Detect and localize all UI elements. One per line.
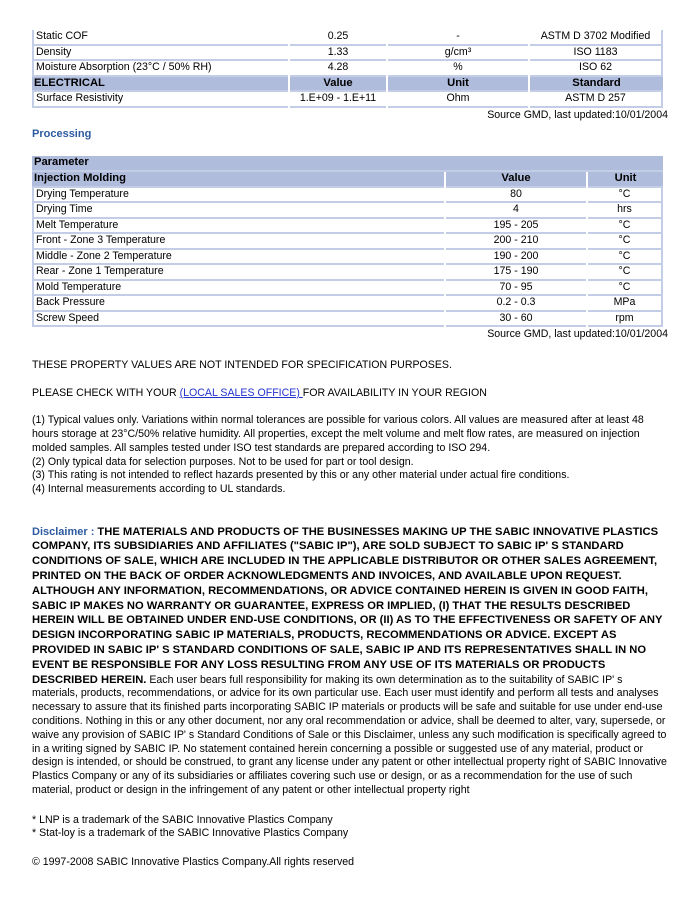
standard-cell: ISO 1183 xyxy=(530,46,663,62)
value-cell: 195 - 205 xyxy=(446,219,586,235)
electrical-heading: ELECTRICAL xyxy=(32,77,288,93)
parameter-cell: Drying Time xyxy=(32,203,444,219)
table-row xyxy=(32,188,663,204)
source-note: Source GMD, last updated:10/01/2004 xyxy=(487,108,668,121)
processing-header-row xyxy=(32,156,663,172)
table-row xyxy=(32,30,663,46)
footnote: (2) Only typical data for selection purposes. Not to be used for part or tool design. xyxy=(32,455,414,468)
unit-column-header: Unit xyxy=(388,77,528,93)
table-row xyxy=(32,46,663,62)
footnotes xyxy=(32,414,668,496)
unit-cell: °C xyxy=(588,234,663,250)
property-cell: Static COF xyxy=(32,30,288,46)
standard-cell: ISO 62 xyxy=(530,61,663,77)
unit-cell: °C xyxy=(588,219,663,235)
disclaimer-bold-text: THE MATERIALS AND PRODUCTS OF THE BUSINESSES MAKING UP THE SABIC INNOVATIVE PLASTICS COMPANY, ITS SUBSIDIARIES AND AFFILIATES ("SABIC IP"), ARE SOLD SUBJECT TO SABIC IP' S STANDARD CONDITIONS OF SALE, WHICH ARE INCLUDED IN THE APPLICABLE DISTRIBUTOR OR OTHER SALES AGREEMENT, PRINTED ON THE BACK OF ORDER ACKNOWLEDGMENTS AND INVOICES, AND AVAILABLE UPON REQUEST. ALTHOUGH ANY INFORMATION, RECOMMENDATIONS, OR ADVICE CONTAINED HEREIN IS GIVEN IN GOOD FAITH, SABIC IP MAKES NO WARRANTY OR GUARANTEE, EXPRESS OR IMPLIED, (I) THAT THE RESULTS DESCRIBED HEREIN WILL BE OBTAINED UNDER END-USE CONDITIONS, OR (II) AS TO THE EFFECTIVENESS OR SAFETY OF ANY DESIGN INCORPORATING SABIC IP MATERIALS, PRODUCTS, RECOMMENDATIONS OR ADVICE. EXCEPT AS PROVIDED IN SABIC IP' S STANDARD CONDITIONS OF SALE, SABIC IP AND ITS REPRESENTATIVES SHALL IN NO EVENT BE RESPONSIBLE FOR ANY LOSS RESULTING FROM ANY USE OF ITS MATERIALS OR PRODUCTS DESCRIBED HEREIN. xyxy=(32,525,663,686)
unit-cell: °C xyxy=(588,250,663,266)
parameter-heading: Parameter xyxy=(32,156,663,172)
value-column-header: Value xyxy=(290,77,386,93)
injection-molding-heading: Injection Molding xyxy=(32,172,444,188)
copyright: © 1997-2008 SABIC Innovative Plastics Company.All rights reserved xyxy=(32,856,355,869)
unit-cell: Ohm xyxy=(388,92,528,108)
table-row xyxy=(32,234,663,250)
footnote: (4) Internal measurements according to UL standards. xyxy=(32,482,286,495)
local-sales-office-link[interactable]: (LOCAL SALES OFFICE) xyxy=(179,386,303,399)
unit-column-header: Unit xyxy=(588,172,663,188)
table-row xyxy=(32,281,663,297)
value-cell: 4.28 xyxy=(290,61,386,77)
availability-notice xyxy=(32,387,668,401)
value-cell: 200 - 210 xyxy=(446,234,586,250)
property-cell: Density xyxy=(32,46,288,62)
trademark-note: * Stat-loy is a trademark of the SABIC Innovative Plastics Company xyxy=(32,827,349,840)
table-row xyxy=(32,312,663,328)
value-column-header: Value xyxy=(446,172,586,188)
disclaimer xyxy=(32,525,668,798)
processing-subheader-row xyxy=(32,172,663,188)
footnote: (3) This rating is not intended to reflect hazards presented by this or any other material under actual fire conditions. xyxy=(32,469,570,482)
unit-cell: MPa xyxy=(588,296,663,312)
parameter-cell: Mold Temperature xyxy=(32,281,444,297)
unit-cell: °C xyxy=(588,281,663,297)
trademarks xyxy=(32,814,668,841)
parameter-cell: Middle - Zone 2 Temperature xyxy=(32,250,444,266)
table-row xyxy=(32,296,663,312)
footnote: (1) Typical values only. Variations within normal tolerances are possible for various colors. All values are measured after at least 48 hours storage at 23°C/50% relative humidity. All properties, except the melt volume and melt flow rates, are measured on injection molded samples. All samples tested under ISO test standards are prepared according to ISO 294. xyxy=(32,414,644,454)
value-cell: 30 - 60 xyxy=(446,312,586,328)
availability-text-after: FOR AVAILABILITY IN YOUR REGION xyxy=(302,386,487,399)
table-row xyxy=(32,92,663,108)
specification-notice: THESE PROPERTY VALUES ARE NOT INTENDED FOR SPECIFICATION PURPOSES. xyxy=(32,359,452,371)
properties-table xyxy=(30,30,665,108)
value-cell: 1.33 xyxy=(290,46,386,62)
table-row xyxy=(32,219,663,235)
standard-cell: ASTM D 257 xyxy=(530,92,663,108)
unit-cell: hrs xyxy=(588,203,663,219)
unit-cell: rpm xyxy=(588,312,663,328)
unit-cell: - xyxy=(388,30,528,46)
unit-cell: °C xyxy=(588,188,663,204)
value-cell: 0.2 - 0.3 xyxy=(446,296,586,312)
value-cell: 80 xyxy=(446,188,586,204)
property-cell: Moisture Absorption (23°C / 50% RH) xyxy=(32,61,288,77)
table-row xyxy=(32,250,663,266)
parameter-cell: Front - Zone 3 Temperature xyxy=(32,234,444,250)
parameter-cell: Drying Temperature xyxy=(32,188,444,204)
unit-cell: % xyxy=(388,61,528,77)
disclaimer-text: Each user bears full responsibility for making its own determination as to the suitability of SABIC IP' s materials, products, recommendations, or advice for its own particular use. Each user must identify and perform all tests and analyses necessary to assure that its finished parts incorporating SABIC IP materials or products will be safe and suitable for use under end-use conditions. Nothing in this or any other document, nor any oral recommendation or advice, shall be deemed to alter, vary, supersede, or waive any provision of SABIC IP' s Standard Conditions of Sale or this Disclaimer, unless any such modification is specifically agreed to in a writing signed by SABIC IP. No statement contained herein concerning a possible or suggested use of any material, product or design is intended, or should be construed, to grant any license under any patent or other intellectual property right of SABIC Innovative Plastics Company or any of its subsidiaries or affiliates covering such use or design, or as a recommendation for the use of such material, product or design in the infringement of any patent or other intellectual property right xyxy=(32,673,667,796)
parameter-cell: Melt Temperature xyxy=(32,219,444,235)
standard-column-header: Standard xyxy=(530,77,663,93)
table-row xyxy=(32,203,663,219)
value-cell: 1.E+09 - 1.E+11 xyxy=(290,92,386,108)
table-row xyxy=(32,265,663,281)
trademark-note: * LNP is a trademark of the SABIC Innovative Plastics Company xyxy=(32,813,333,826)
property-cell: Surface Resistivity xyxy=(32,92,288,108)
value-cell: 190 - 200 xyxy=(446,250,586,266)
parameter-cell: Rear - Zone 1 Temperature xyxy=(32,265,444,281)
parameter-cell: Back Pressure xyxy=(32,296,444,312)
parameter-cell: Screw Speed xyxy=(32,312,444,328)
table-row xyxy=(32,61,663,77)
unit-cell: °C xyxy=(588,265,663,281)
unit-cell: g/cm³ xyxy=(388,46,528,62)
value-cell: 175 - 190 xyxy=(446,265,586,281)
value-cell: 70 - 95 xyxy=(446,281,586,297)
availability-text-before: PLEASE CHECK WITH YOUR xyxy=(32,386,180,399)
processing-title: Processing xyxy=(32,127,92,140)
value-cell: 4 xyxy=(446,203,586,219)
standard-cell: ASTM D 3702 Modified xyxy=(530,30,663,46)
processing-table xyxy=(30,156,665,328)
electrical-header-row xyxy=(32,77,663,93)
datasheet-content xyxy=(32,30,668,870)
value-cell: 0.25 xyxy=(290,30,386,46)
source-note: Source GMD, last updated:10/01/2004 xyxy=(487,328,668,340)
disclaimer-label: Disclaimer : xyxy=(32,525,98,538)
